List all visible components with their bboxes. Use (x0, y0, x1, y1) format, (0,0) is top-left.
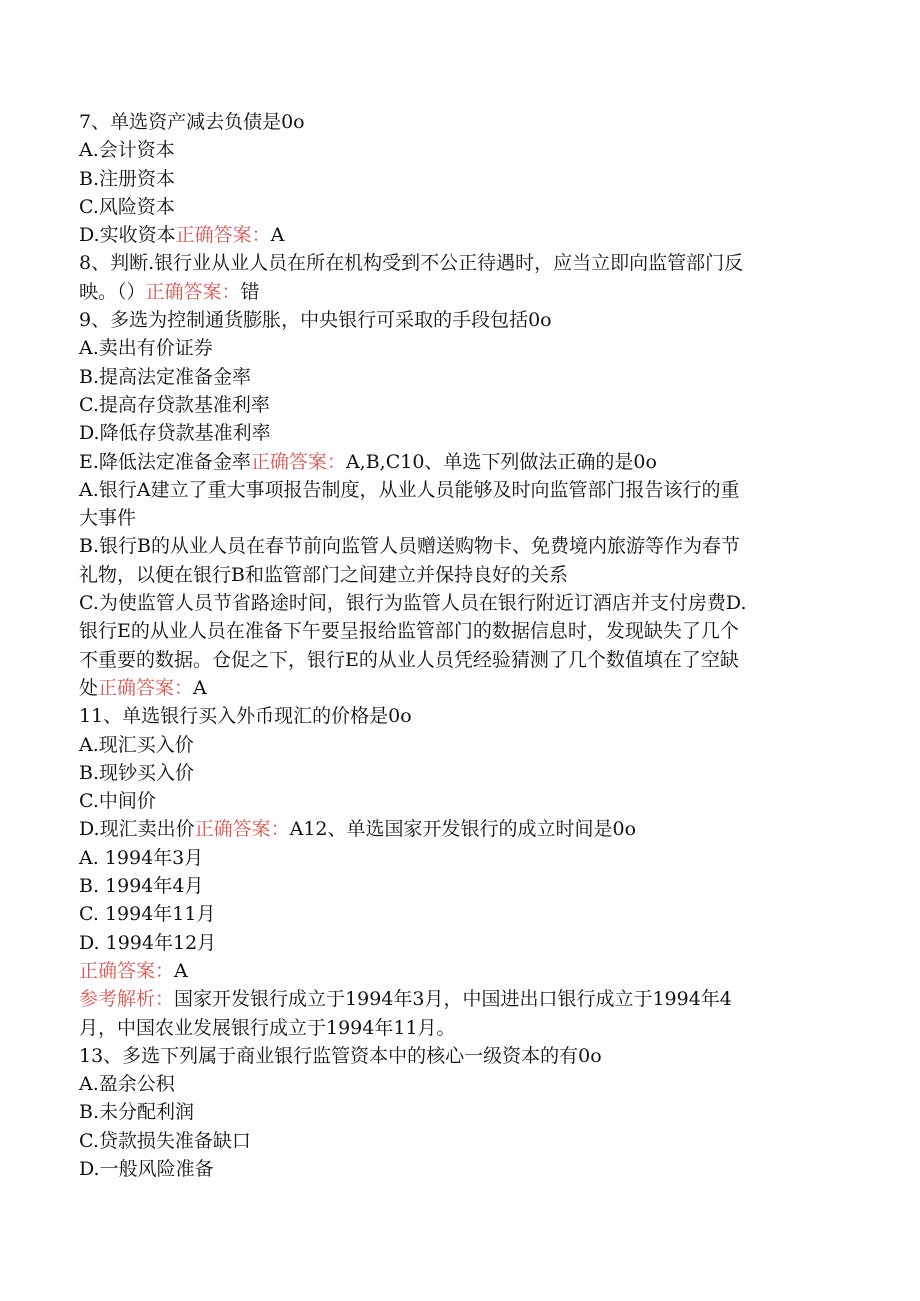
question-11-option-b: B.现钞买入价 (79, 761, 195, 784)
question-9-answer-label: 正确答案： (250, 450, 346, 473)
question-12-answer-value: A (174, 959, 188, 982)
question-9-option-a: A.卖出有价证券 (79, 337, 213, 360)
question-12-analysis-row (79, 985, 849, 1013)
question-11-option-c: C.中间价 (79, 790, 156, 813)
question-13-option-b: B.未分配利润 (79, 1101, 195, 1124)
question-11-option-a: A.现汇买入价 (79, 733, 194, 756)
question-8-stem-line-2: 映。（） (79, 280, 146, 303)
question-10-option-c-line-3: 不重要的数据。仓促之下，银行E的从业人员凭经验猜测了几个数值填在了空缺 (79, 648, 739, 671)
question-10-answer-value: A (193, 676, 207, 699)
question-13-option-a: A.盈余公积 (79, 1073, 175, 1096)
question-12-analysis-line-1: 国家开发银行成立于1994年3月，中国进出口银行成立于1994年4 (174, 988, 732, 1011)
question-9-answer-value: A,B,C10、单选下列做法正确的是0o (345, 450, 657, 473)
question-9-option-b: B.提高法定准备金率 (79, 365, 252, 388)
question-8-stem-line-1: 8、判断.银行业从业人员在所在机构受到不公正待遇时，应当立即向监管部门反 (79, 252, 744, 275)
question-8-answer-value: 错 (240, 280, 260, 303)
question-11-option-d-row (79, 815, 849, 843)
question-7-answer-value: A (270, 224, 285, 247)
question-9-option-e-row (79, 448, 849, 476)
question-10-answer-label: 正确答案： (98, 676, 194, 699)
question-12-option-b: B. 1994年4月 (79, 875, 204, 898)
question-11-answer-label: 正确答案： (194, 818, 290, 841)
question-12-option-c: C. 1994年11月 (79, 903, 216, 926)
question-11-stem: 11、单选银行买入外币现汇的价格是0o (79, 705, 412, 728)
question-12-option-a: A. 1994年3月 (79, 846, 204, 869)
question-7-option-d-row (79, 221, 849, 249)
question-12-option-d: D. 1994年12月 (79, 931, 217, 954)
question-7-answer-label: 正确答案： (175, 224, 271, 247)
question-10-option-c-line-2: 银行E的从业人员在准备下午要呈报给监管部门的数据信息时，发现缺失了几个 (79, 620, 739, 643)
question-12-analysis-line-2: 月，中国农业发展银行成立于1994年11月。 (79, 1016, 456, 1039)
question-12-answer-row (79, 957, 849, 985)
question-11-answer-value: A12、单选国家开发银行的成立时间是0o (289, 818, 637, 841)
question-9-option-c: C.提高存贷款基准利率 (79, 393, 270, 416)
question-9-option-d: D.降低存贷款基准利率 (79, 422, 271, 445)
document-page (79, 108, 849, 1183)
question-8-stem-line-2-row (79, 278, 849, 306)
question-10-option-a-line-1: A.银行A建立了重大事项报告制度，从业人员能够及时向监管部门报告该行的重 (79, 478, 740, 501)
question-12-answer-label: 正确答案： (79, 959, 175, 982)
question-11-option-d: D.现汇卖出价 (79, 818, 195, 841)
question-10-answer-row (79, 674, 849, 702)
question-10-option-b-line-1: B.银行B的从业人员在春节前向监管人员赠送购物卡、免费境内旅游等作为春节 (79, 535, 740, 558)
question-13-option-c: C.贷款损失准备缺口 (79, 1129, 251, 1152)
question-7-stem: 7、单选资产减去负债是0o (79, 111, 305, 133)
question-10-option-b-line-2: 礼物，以便在银行B和监管部门之间建立并保持良好的关系 (79, 563, 568, 586)
question-13-option-d: D.一般风险准备 (79, 1157, 214, 1180)
question-12-analysis-label: 参考解析： (79, 988, 175, 1011)
question-13-stem: 13、多选下列属于商业银行监管资本中的核心一级资本的有0o (79, 1044, 602, 1067)
question-8-answer-label: 正确答案： (145, 280, 241, 303)
question-10-option-a-line-2: 大事件 (79, 507, 137, 530)
question-7-option-b: B.注册资本 (79, 167, 176, 190)
question-9-stem: 9、多选为控制通货膨胀，中央银行可采取的手段包括0o (79, 309, 552, 332)
question-7-option-a: A.会计资本 (79, 139, 175, 162)
question-7-option-c: C.风险资本 (79, 195, 175, 218)
question-9-option-e: E.降低法定准备金率 (79, 450, 251, 473)
question-10-option-c-line-1: C.为使监管人员节省路途时间，银行为监管人员在银行附近订酒店并支付房费D. (79, 592, 747, 615)
question-7-option-d: D.实收资本 (79, 224, 176, 247)
question-10-option-c-line-4: 处 (79, 676, 99, 699)
